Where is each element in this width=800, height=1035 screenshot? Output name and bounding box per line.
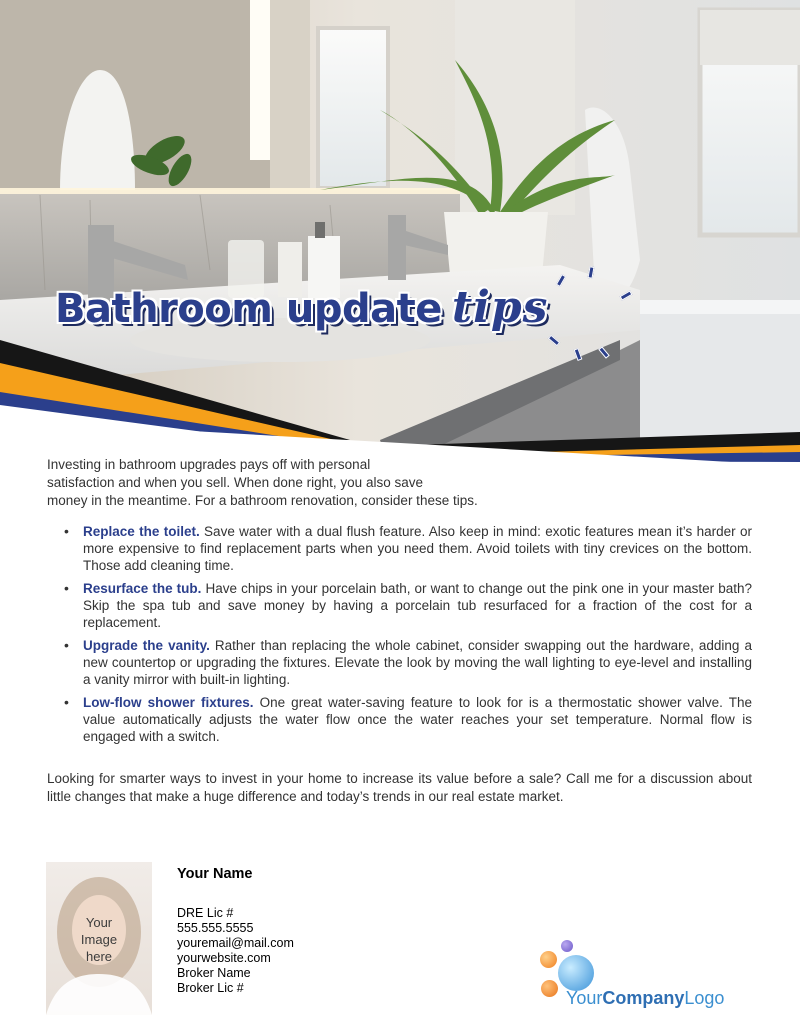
closing-paragraph: Looking for smarter ways to invest in your home to increase its value before a sale? Call me for a discussion about little changes that make a huge difference and today’s trends in our real estate market.	[47, 771, 752, 804]
tip-heading: Replace the toilet.	[83, 524, 200, 539]
agent-phone: 555.555.5555	[177, 921, 254, 935]
agent-name: Your Name	[177, 866, 253, 882]
decorative-bands	[0, 0, 800, 470]
broker-license: Broker Lic #	[177, 981, 244, 995]
logo-text-light: Your	[566, 988, 603, 1008]
intro-line: money in the meantime. For a bathroom renovation, consider these tips.	[47, 493, 478, 508]
intro-paragraph	[47, 456, 567, 510]
agent-website: yourwebsite.com	[177, 951, 271, 965]
logo-text-bold: Company	[602, 988, 685, 1008]
tips-list	[64, 523, 752, 751]
logo-bubble-icon	[540, 951, 557, 968]
photo-text-line: Image	[80, 932, 118, 947]
intro-line: satisfaction and when you sell. When done right, you also save	[47, 475, 423, 490]
logo-wordmark	[566, 988, 724, 1009]
intro-line: Investing in bathroom upgrades pays off with personal	[47, 457, 371, 472]
photo-placeholder-text	[46, 914, 152, 965]
agent-email: youremail@mail.com	[177, 936, 294, 950]
agent-contact-block	[177, 867, 294, 996]
tip-text: Have chips in your porcelain bath, or want to change out the pink one in your master bath? Skip the spa tub and save money by having a porcelain tub resurfaced for a fraction of the cost for a replacement.	[83, 581, 752, 630]
hero-title	[55, 282, 548, 333]
hero-title-main: Bathroom update	[55, 286, 442, 332]
tip-text: Save water with a dual flush feature. Also keep in mind: exotic features mean it’s harder or more expensive to find replacement parts when you need them. Avoid toilets with tiny crevices on the bottom. Those add cleaning time.	[83, 524, 753, 573]
tip-heading: Low-flow shower fixtures.	[83, 695, 254, 710]
broker-name: Broker Name	[177, 966, 251, 980]
photo-text-line: here	[85, 949, 113, 964]
tip-text: Rather than replacing the whole cabinet, consider swapping out the hardware, adding a new countertop or upgrading the fixtures. Elevate the look by moving the wall lighting to eye-level and installing a vanity mirror with built-in lighting.	[83, 638, 752, 687]
tip-item	[64, 523, 752, 574]
tip-item	[64, 694, 752, 745]
logo-bubble-icon	[541, 980, 558, 997]
agent-license: DRE Lic #	[177, 906, 234, 920]
photo-text-line: Your	[85, 915, 113, 930]
tip-text: One great water-saving feature to look for is a thermostatic shower valve. The value automatically adjusts the water flow once the water reaches your set temperature. Normal flow is engaged with a switch.	[83, 695, 752, 744]
hero-banner	[0, 0, 800, 470]
agent-photo-placeholder	[46, 862, 152, 1015]
logo-text-end: Logo	[684, 988, 725, 1008]
logo-bubble-icon	[558, 955, 594, 991]
tip-heading: Upgrade the vanity.	[83, 638, 210, 653]
logo-bubble-icon	[561, 940, 573, 952]
tip-heading: Resurface the tub.	[83, 581, 202, 596]
hero-title-accent: tips	[451, 282, 549, 333]
tip-item	[64, 637, 752, 688]
tip-item	[64, 580, 752, 631]
